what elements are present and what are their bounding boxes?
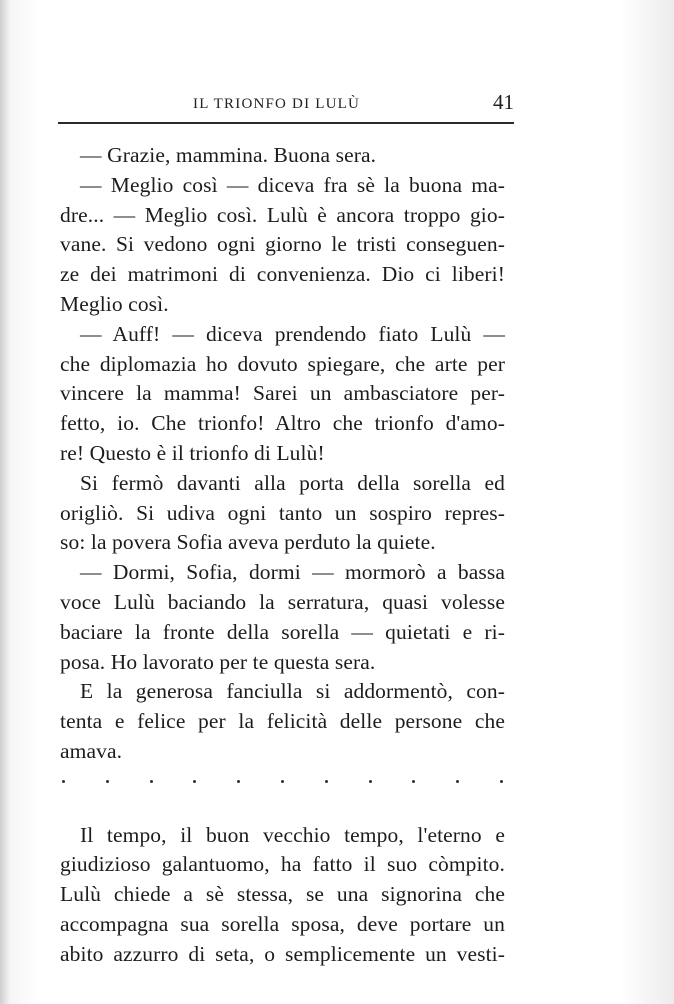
text-line: Si fermò davanti alla porta della sorella ed: [80, 470, 505, 495]
text-line: Il tempo, il buon vecchio tempo, l'eterno e: [80, 822, 505, 847]
text-line: amava.: [60, 738, 123, 763]
break-dot: [456, 780, 459, 783]
break-dot: [62, 780, 65, 783]
text-line: posa. Ho lavorato per te questa sera.: [60, 649, 376, 674]
running-title: IL TRIONFO DI LULÙ: [193, 96, 361, 112]
break-dot: [237, 780, 240, 783]
text-block-after-break: [60, 821, 505, 970]
text-line: che diplomazia ho dovuto spiegare, che arte per: [60, 351, 505, 376]
break-dot: [193, 780, 196, 783]
text-line: — Meglio così — diceva fra sè la buona ma-: [80, 172, 505, 197]
text-line: giudizioso galantuomo, ha fatto il suo còmpito.: [60, 852, 505, 877]
text-line: ze dei matrimoni di convenienza. Dio ci liberi!: [60, 262, 505, 287]
text-line: abito azzurro di seta, o semplicemente un vesti-: [60, 941, 505, 966]
page-gutter-shadow: [0, 0, 10, 1004]
break-dot: [369, 780, 372, 783]
page-number: 41: [493, 90, 514, 114]
break-dot: [150, 780, 153, 783]
text-line: — Grazie, mammina. Buona sera.: [80, 143, 377, 167]
text-line: baciare la fronte della sorella — quietati e ri-: [60, 619, 505, 644]
text-line: fetto, io. Che trionfo! Altro che trionfo d'amo-: [60, 411, 505, 436]
text-line: vane. Si vedono ogni giorno le tristi conseguen-: [60, 232, 505, 257]
text-line: — Auff! — diceva prendendo fiato Lulù —: [80, 321, 505, 346]
text-line: Meglio così.: [60, 291, 169, 316]
text-line: Lulù chiede a sè stessa, se una signorina che: [60, 882, 505, 907]
text-line: so: la povera Sofia aveva perduto la quiete.: [60, 530, 436, 555]
text-line: origliò. Si udiva ogni tanto un sospiro repres-: [60, 500, 505, 525]
text-line: accompagna sua sorella sposa, deve portare un: [60, 911, 505, 936]
body-text: [60, 141, 505, 970]
text-line: E la generosa fanciulla si addormentò, con-: [80, 679, 505, 704]
text-line: tenta e felice per la felicità delle persone che: [60, 709, 505, 734]
break-dot: [412, 780, 415, 783]
text-line: — Dormi, Sofia, dormi — mormorò a bassa: [80, 560, 505, 585]
page-header: [58, 88, 514, 124]
text-line: vincere la mamma! Sarei un ambasciatore per-: [60, 381, 505, 406]
section-break-dots: [60, 767, 505, 797]
text-line: re! Questo è il trionfo di Lulù!: [60, 440, 325, 465]
text-line: dre... — Meglio così. Lulù è ancora troppo gio-: [60, 202, 505, 227]
text-block-before-break: [60, 141, 505, 767]
break-dot: [325, 780, 328, 783]
break-dot: [281, 780, 284, 783]
break-dot: [106, 780, 109, 783]
section-gap: [60, 797, 505, 821]
break-dot: [500, 780, 503, 783]
text-line: voce Lulù baciando la serratura, quasi volesse: [60, 589, 505, 614]
